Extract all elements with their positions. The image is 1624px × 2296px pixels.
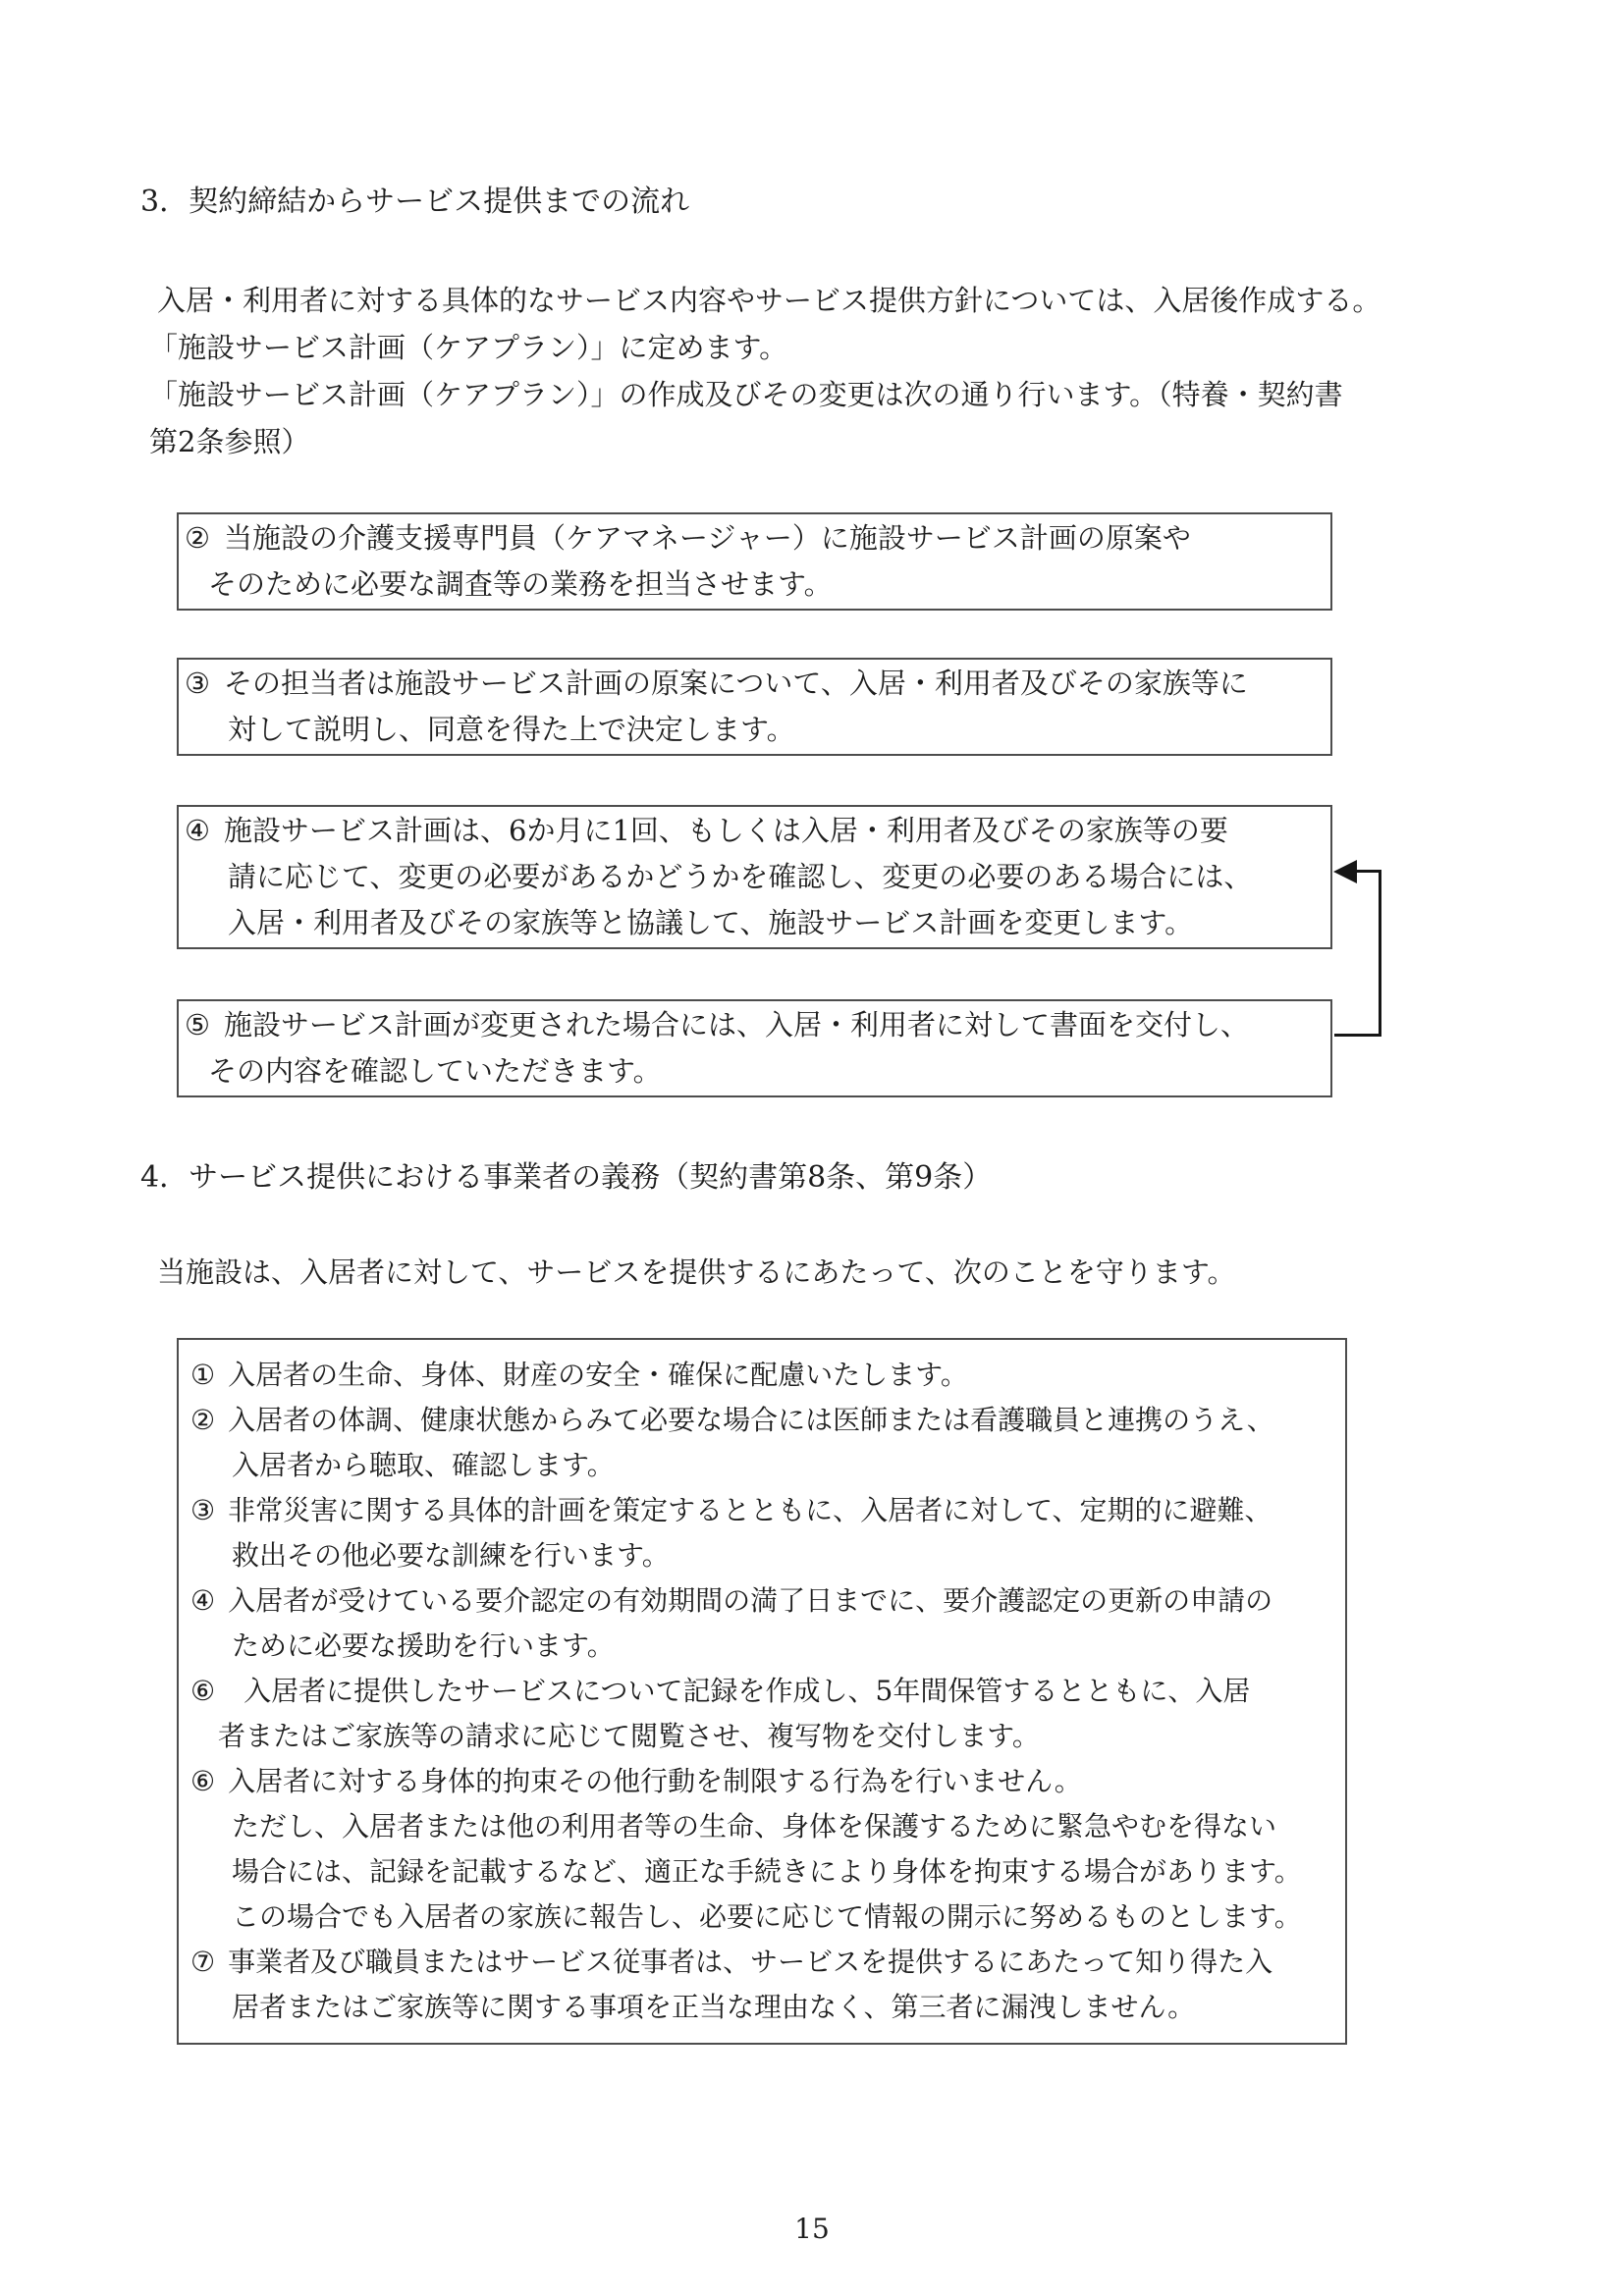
section-3-heading: 3．契約締結からサービス提供までの流れ — [140, 185, 690, 219]
flow-box-line — [185, 661, 1317, 707]
obligation-line — [190, 1398, 1331, 1443]
item-marker: ③ — [185, 667, 210, 700]
obligation-line: この場合でも入居者の家族に報告し、必要に応じて情報の開示に努めるものとします。 — [232, 1900, 1302, 1933]
obligation-line — [190, 1578, 1331, 1624]
item-marker: ② — [190, 1404, 216, 1436]
flow-box-line — [185, 1002, 1317, 1048]
flow-box-line: 入居・利用者及びその家族等と協議して、施設サービス計画を変更します。 — [228, 906, 1194, 939]
section-3-intro-paragraph — [149, 277, 1380, 465]
obligation-text: 入居者が受けている要介認定の有効期間の満了日までに、要介護認定の更新の申請の — [228, 1584, 1273, 1617]
flow-box-text: 当施設の介護支援専門員（ケアマネージャー）に施設サービス計画の原案や — [224, 521, 1191, 555]
paragraph-line: 入居・利用者に対する具体的なサービス内容やサービス提供方針については、入居後作成する。 — [157, 284, 1381, 317]
left-arrow-head-icon — [1333, 860, 1357, 883]
flow-box-line: 請に応じて、変更の必要があるかどうかを確認し、変更の必要のある場合には、 — [228, 860, 1253, 893]
obligations-box — [177, 1338, 1347, 2045]
item-marker: ⑤ — [185, 1008, 210, 1041]
obligation-text: 入居者の体調、健康状態からみて必要な場合には医師または看護職員と連携のうえ、 — [228, 1404, 1274, 1436]
obligation-line — [190, 1759, 1331, 1804]
obligation-line: 場合には、記録を記載するなど、適正な手続きにより身体を拘束する場合があります。 — [232, 1855, 1302, 1888]
flow-box-line: そのために必要な調査等の業務を担当させます。 — [208, 567, 833, 601]
item-marker: ② — [185, 521, 210, 555]
obligation-text: 事業者及び職員またはサービス従事者は、サービスを提供するにあたって知り得た入 — [228, 1946, 1273, 1978]
obligation-line: 居者またはご家族等に関する事項を正当な理由なく、第三者に漏洩しません。 — [232, 1991, 1196, 2023]
item-marker: ① — [190, 1359, 216, 1391]
item-marker: ③ — [190, 1494, 216, 1526]
obligation-line — [190, 1940, 1331, 1985]
section-4-intro-paragraph: 当施設は、入居者に対して、サービスを提供するにあたって、次のことを守ります。 — [157, 1255, 1236, 1289]
item-marker: ⑥ — [190, 1675, 216, 1707]
paragraph-line: 第2条参照） — [149, 425, 310, 458]
flow-box-text: 施設サービス計画が変更された場合には、入居・利用者に対して書面を交付し、 — [224, 1008, 1250, 1041]
obligation-line: 者またはご家族等の請求に応じて閲覧させ、複写物を交付します。 — [218, 1720, 1040, 1752]
flow-box-text: その担当者は施設サービス計画の原案について、入居・利用者及びその家族等に — [224, 667, 1248, 700]
item-marker: ⑥ — [190, 1765, 216, 1797]
obligation-line: ために必要な援助を行います。 — [232, 1629, 615, 1662]
obligation-line — [190, 1669, 1331, 1714]
flow-box-line — [185, 808, 1317, 854]
loop-arrow-top-line — [1355, 870, 1381, 873]
flow-step-box-5 — [177, 999, 1332, 1097]
flow-box-line: 対して説明し、同意を得た上で決定します。 — [228, 713, 795, 746]
obligation-line: ただし、入居者または他の利用者等の生命、身体を保護するために緊急やむを得ない — [232, 1810, 1277, 1842]
flow-step-box-2 — [177, 512, 1332, 611]
flow-step-box-3 — [177, 658, 1332, 756]
obligation-line — [190, 1488, 1331, 1533]
obligation-text: 入居者に提供したサービスについて記録を作成し、5年間保管するとともに、入居 — [244, 1675, 1251, 1707]
paragraph-line: 「施設サービス計画（ケアプラン）」の作成及びその変更は次の通り行います。（特養・契約書 — [149, 378, 1343, 411]
loop-arrow-vertical-line — [1379, 870, 1381, 1037]
item-marker: ④ — [190, 1584, 216, 1617]
page-number: 15 — [794, 2213, 830, 2245]
flow-box-line: その内容を確認していただきます。 — [208, 1054, 662, 1088]
obligation-line: 救出その他必要な訓練を行います。 — [232, 1539, 670, 1572]
obligation-line: 入居者から聴取、確認します。 — [232, 1449, 615, 1481]
section-4-heading: 4．サービス提供における事業者の義務（契約書第8条、第9条） — [140, 1160, 993, 1195]
item-marker: ⑦ — [190, 1946, 216, 1978]
flow-box-line — [185, 515, 1317, 561]
obligation-text: 入居者の生命、身体、財産の安全・確保に配慮いたします。 — [228, 1359, 968, 1391]
obligation-text: 入居者に対する身体的拘束その他行動を制限する行為を行いません。 — [228, 1765, 1082, 1797]
flow-box-text: 施設サービス計画は、6か月に1回、もしくは入居・利用者及びその家族等の要 — [224, 814, 1228, 847]
paragraph-line: 「施設サービス計画（ケアプラン）」に定めます。 — [149, 331, 788, 364]
item-marker: ④ — [185, 814, 210, 847]
obligation-line — [190, 1353, 1331, 1398]
flow-step-box-4 — [177, 805, 1332, 949]
loop-arrow-bottom-line — [1334, 1034, 1381, 1037]
obligation-text: 非常災害に関する具体的計画を策定するとともに、入居者に対して、定期的に避難、 — [228, 1494, 1272, 1526]
